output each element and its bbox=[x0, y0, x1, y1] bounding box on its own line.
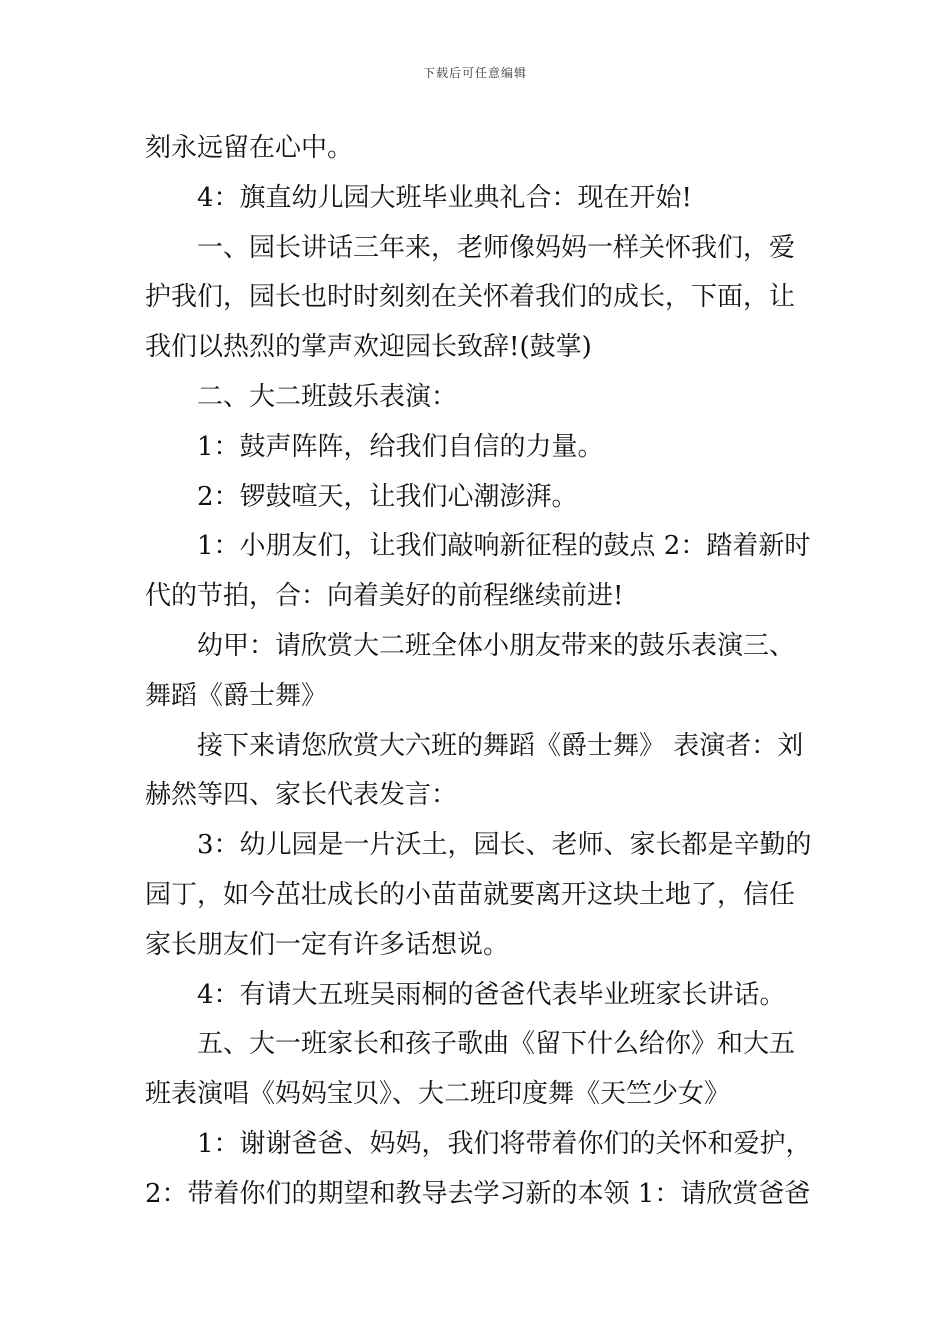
paragraph bbox=[145, 622, 810, 722]
paragraph-line: 刻永远留在心中。 bbox=[145, 133, 354, 163]
paragraph-line: 家长朋友们一定有许多话想说。 bbox=[145, 929, 510, 960]
paragraph-line: 一、园长讲话三年来，老师像妈妈一样关怀我们，爱 bbox=[197, 232, 796, 263]
paragraph-line: 二、大二班鼓乐表演： bbox=[197, 381, 458, 412]
paragraph bbox=[145, 1120, 810, 1220]
paragraph bbox=[145, 423, 810, 473]
paragraph bbox=[145, 124, 810, 174]
paragraph-line: 1：小朋友们，让我们敲响新征程的鼓点 2：踏着新时 bbox=[197, 531, 811, 562]
paragraph-line: 4：有请大五班吴雨桐的爸爸代表毕业班家长讲话。 bbox=[197, 979, 786, 1010]
paragraph-line: 2：锣鼓喧天，让我们心潮澎湃。 bbox=[197, 481, 578, 512]
paragraph bbox=[145, 821, 810, 970]
paragraph bbox=[145, 224, 810, 373]
paragraph-line: 园丁，如今茁壮成长的小苗苗就要离开这块土地了，信任 bbox=[145, 879, 796, 910]
paragraph bbox=[145, 522, 810, 622]
paragraph-line: 班表演唱《妈妈宝贝》、大二班印度舞《天竺少女》 bbox=[145, 1079, 731, 1110]
paragraph-line: 舞蹈《爵士舞》 bbox=[145, 680, 328, 711]
document-body bbox=[145, 124, 810, 1220]
paragraph-line: 1：谢谢爸爸、妈妈，我们将带着你们的关怀和爱护， bbox=[197, 1128, 812, 1159]
paragraph bbox=[145, 373, 810, 423]
paragraph-line: 1：鼓声阵阵，给我们自信的力量。 bbox=[197, 431, 604, 462]
paragraph-line: 护我们，园长也时时刻刻在关怀着我们的成长，下面，让 bbox=[145, 282, 796, 313]
paragraph bbox=[145, 722, 810, 822]
paragraph-line: 我们以热烈的掌声欢迎园长致辞!(鼓掌) bbox=[145, 332, 592, 363]
paragraph-line: 接下来请您欣赏大六班的舞蹈《爵士舞》 表演者：刘 bbox=[197, 730, 804, 761]
paragraph-line: 3：幼儿园是一片沃土，园长、老师、家长都是辛勤的 bbox=[197, 830, 812, 861]
paragraph-line: 2：带着你们的期望和教导去学习新的本领 1：请欣赏爸爸 bbox=[145, 1178, 811, 1209]
paragraph-line: 赫然等四、家长代表发言： bbox=[145, 780, 458, 811]
paragraph-line: 幼甲：请欣赏大二班全体小朋友带来的鼓乐表演三、 bbox=[197, 630, 796, 661]
paragraph bbox=[145, 473, 810, 523]
paragraph bbox=[145, 174, 810, 224]
paragraph bbox=[145, 971, 810, 1021]
paragraph bbox=[145, 1020, 810, 1120]
paragraph-line: 4：旗直幼儿园大班毕业典礼合：现在开始! bbox=[197, 182, 692, 213]
paragraph-line: 代的节拍，合：向着美好的前程继续前进! bbox=[145, 581, 624, 612]
page-header: 下载后可任意编辑 bbox=[422, 66, 527, 80]
paragraph-line: 五、大一班家长和孩子歌曲《留下什么给你》和大五 bbox=[197, 1029, 796, 1060]
